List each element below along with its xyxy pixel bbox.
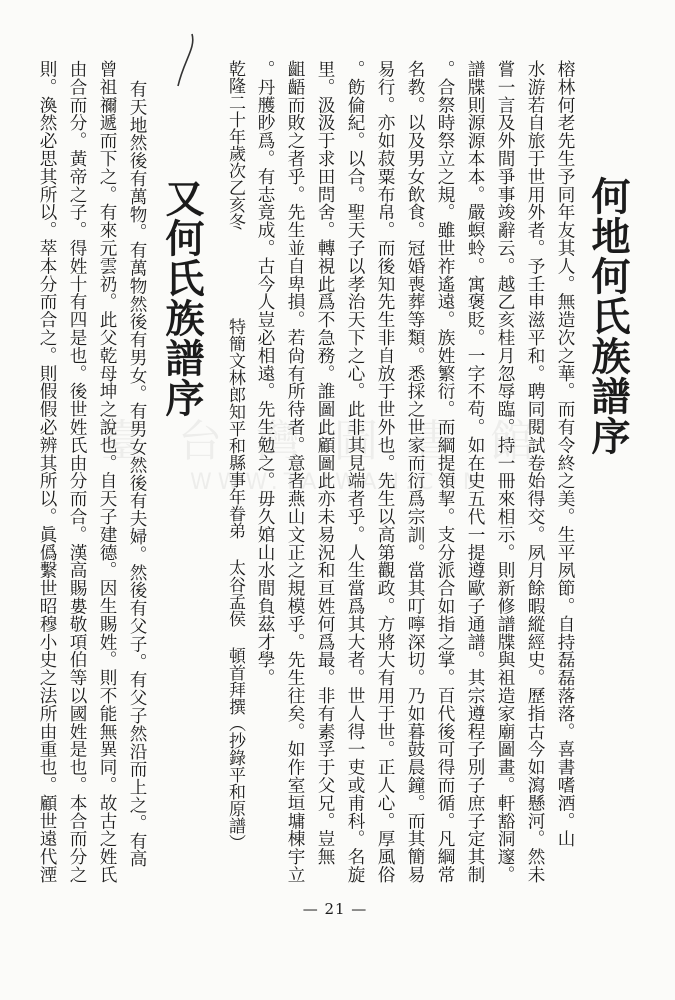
preface-col-4: 譜牒則源源本本。嚴螟蛉。寓褒貶。一字不苟。如在史五代一提遵歐子通譜。其宗遵程子別子庶子定其制: [465, 60, 485, 884]
title-heading: 何地何氏族譜序: [585, 176, 631, 456]
author-line: 特簡文林郎知平和縣事年眷弟 太谷孟侯 頓首拜撰（抄錄平和原譜）: [225, 318, 245, 851]
preface-col-10: 齟齬而敗之者乎。先生並自卑損。若尙有所待者。意者燕山文正之規模乎。先生往矣。如作室垣墉棟宇立: [285, 60, 305, 884]
second-col-3: 由合而分。黃帝之子。得姓十有四是也。後世姓氏由分而合。漢高賜婁敬項伯等以國姓是也。本合而分之: [67, 60, 87, 884]
preface-col-9: 里。汲汲于求田問舍。轉視此爲不急務。誰圖此顧圖此亦未易況和亘姓何爲最。非有素孚于父兄。豈無: [315, 60, 335, 866]
watermark-url: WWW.TAIWAN.COM: [190, 470, 488, 495]
preface-col-1: 榕林何老先生予同年友其人。無造次之華。而有令終之美。生平夙節。自持磊磊落落。喜書嗜酒。山: [555, 60, 575, 848]
preface-col-2: 水游若自旅于世用外者。予壬申滋平和。聘同閱試卷始得交。夙月餘暇縱經史。歷指古今如瀉懸河。然未: [525, 60, 545, 884]
page-number: — 21 —: [302, 900, 368, 918]
preface-col-3: 嘗一言及外間爭事竣辭云。越乙亥桂月忽辱臨。持一冊來相示。則新修譜牒與祖造家廟圖畫。軒豁洞邃。: [495, 60, 515, 884]
preface-col-7: 易行。亦如菽粟布帛。而後知先生非自放于世外也。先生以高第觀政。方將大有用于世。正人心。厚風俗: [375, 60, 395, 884]
second-title-heading: 又何氏族譜序: [159, 178, 205, 418]
second-col-1: 有天地然後有萬物。有萬物然後有男女。有男女然後有夫婦。然後有父子。有父子然沿而上之。有高: [127, 80, 147, 868]
date-line: 乾隆二十年歲次乙亥冬: [225, 60, 245, 230]
watermark: 臺 台 灣 圖 書 館: [100, 416, 544, 467]
preface-col-11: 。丹雘眇爲。有志竟成。古今人豈必相遠。先生勉之。毋久婠山水間負茲才學。: [255, 60, 275, 687]
handwritten-mark-icon: [170, 30, 200, 90]
second-col-4: 則。渙然必思其所以。萃本分而合之。則假假必辨其所以。眞僞繫世昭穆小史之法所由重也。顧世遠代湮: [37, 60, 57, 884]
preface-col-6: 名教。以及男女飲食。冠婚喪葬等類。悉採之世家而衍爲宗訓。當其叮嚀深切。乃如暮鼓晨鐘。而其簡易: [405, 60, 425, 884]
preface-col-8: 。飭倫紀。以合。聖天子以孝治天下之心。此非其見端者乎。人生當爲其大者。世人得一吏或甫科。名旋: [345, 60, 365, 884]
second-col-2: 曾祖禰遞而下之。有來元雲礽。此父乾母坤之說也。自天子建德。因生賜姓。則不能無異同。故古之姓氏: [97, 60, 117, 884]
preface-col-5: 。合祭時祭立之規。雖世祚遙遠。族姓繁衍。而綱提領挈。支分派合如指之掌。百代後可得而循。凡綱常: [435, 60, 455, 884]
